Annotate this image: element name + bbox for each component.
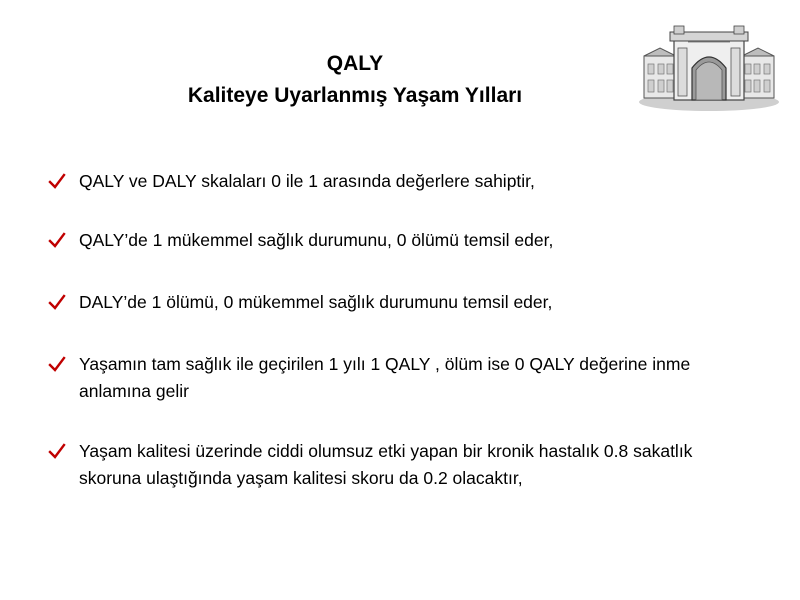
checkmark-icon	[48, 443, 66, 461]
checkmark-icon	[48, 356, 66, 374]
bullet-text: QALY’de 1 mükemmel sağlık durumunu, 0 ölümü temsil eder,	[79, 230, 554, 250]
bullet-text: QALY ve DALY skalaları 0 ile 1 arasında değerlere sahiptir,	[79, 171, 535, 191]
checkmark-icon	[48, 232, 66, 250]
title-line-1: QALY	[326, 52, 384, 75]
checkmark-icon	[48, 294, 66, 312]
bullet-text: DALY’de 1 ölümü, 0 mükemmel sağlık durumunu temsil eder,	[79, 292, 553, 312]
checkmark-icon	[48, 173, 66, 191]
university-gate-logo	[638, 18, 780, 112]
bullet-text: Yaşam kalitesi üzerinde ciddi olumsuz etki yapan bir kronik hastalık 0.8 sakatlık skoruna ulaştığında yaşam kalitesi skoru da 0.2 olacaktır,	[79, 441, 693, 488]
bullet-text: Yaşamın tam sağlık ile geçirilen 1 yılı 1 QALY , ölüm ise 0 QALY değerine inme anlamına gelir	[79, 354, 691, 401]
slide-title	[0, 48, 710, 112]
title-line-2: Kaliteye Uyarlanmış Yaşam Yılları	[187, 84, 523, 107]
